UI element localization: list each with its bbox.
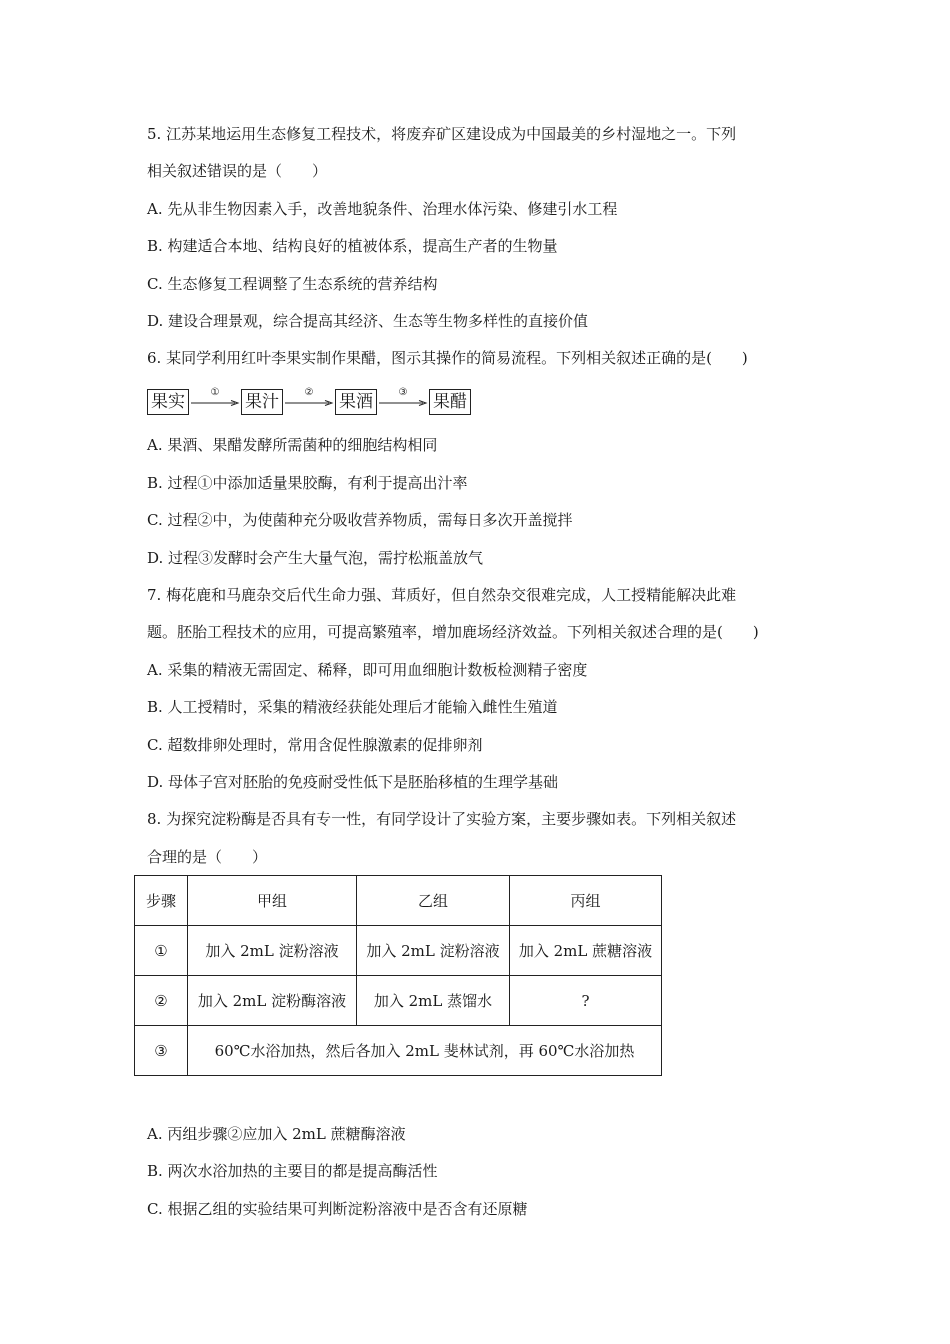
table-row [135,1026,662,1076]
table-cell: ① [135,926,188,976]
table-row [135,926,662,976]
table-row [135,976,662,1026]
q7-option-a: A. 采集的精液无需固定、稀释，即可用血细胞计数板检测精子密度 [147,661,588,679]
q8-steps-table [134,875,662,1076]
q5-option-b: B. 构建适合本地、结构良好的植被体系，提高生产者的生物量 [147,237,558,255]
arrow-right-icon [377,400,429,406]
q7-option-b: B. 人工授精时，采集的精液经获能处理后才能输入雌性生殖道 [147,698,558,716]
flow-arrow-1 [189,389,241,415]
flow-arrow-1-label: ① [210,387,220,398]
flow-arrow-3-label: ③ [398,387,408,398]
q7-stem-line1: 7. 梅花鹿和马鹿杂交后代生命力强、茸质好，但自然杂交很难完成，人工授精能解决此难 [147,586,737,604]
q5-option-a: A. 先从非生物因素入手，改善地貌条件、治理水体污染、修建引水工程 [147,200,618,218]
q5-stem-line1: 5. 江苏某地运用生态修复工程技术，将废弃矿区建设成为中国最美的乡村湿地之一。下列 [147,125,737,143]
flow-box-vinegar: 果醋 [429,389,471,415]
flow-box-juice: 果汁 [241,389,283,415]
flow-arrow-3 [377,389,429,415]
q8-option-b: B. 两次水浴加热的主要目的都是提高酶活性 [147,1162,438,1180]
table-header-cell: 乙组 [357,876,510,926]
q6-stem-line1: 6. 某同学利用红叶李果实制作果醋，图示其操作的简易流程。下列相关叙述正确的是( ) [147,349,748,367]
table-header-cell: 步骤 [135,876,188,926]
flow-box-wine: 果酒 [335,389,377,415]
table-cell: 加入 2mL 淀粉酶溶液 [188,976,357,1026]
q6-flow-diagram [147,389,471,415]
q7-stem-line2: 题。胚胎工程技术的应用，可提高繁殖率，增加鹿场经济效益。下列相关叙述合理的是( ) [147,623,759,641]
q6-option-b: B. 过程①中添加适量果胶酶，有利于提高出汁率 [147,474,468,492]
flow-arrow-2 [283,389,335,415]
q7-option-d: D. 母体子宫对胚胎的免疫耐受性低下是胚胎移植的生理学基础 [147,773,559,791]
table-header-cell: 丙组 [510,876,662,926]
table-cell: 加入 2mL 蒸馏水 [357,976,510,1026]
q7-option-c: C. 超数排卵处理时，常用含促性腺激素的促排卵剂 [147,736,483,754]
q8-stem-line2: 合理的是（ ） [147,848,268,866]
arrow-right-icon [283,400,335,406]
table-cell: 加入 2mL 蔗糖溶液 [510,926,662,976]
flow-arrow-2-label: ② [304,387,314,398]
q5-stem-line2: 相关叙述错误的是（ ） [147,162,328,180]
q6-option-c: C. 过程②中，为使菌种充分吸收营养物质，需每日多次开盖搅拌 [147,511,573,529]
arrow-right-icon [189,400,241,406]
q6-option-a: A. 果酒、果醋发酵所需菌种的细胞结构相同 [147,436,438,454]
q8-stem-line1: 8. 为探究淀粉酶是否具有专一性，有同学设计了实验方案，主要步骤如表。下列相关叙述 [147,810,737,828]
table-cell: ? [510,976,662,1026]
table-header-cell: 甲组 [188,876,357,926]
table-cell: 加入 2mL 淀粉溶液 [357,926,510,976]
table-cell: ② [135,976,188,1026]
table-cell-merged: 60℃水浴加热，然后各加入 2mL 斐林试剂，再 60℃水浴加热 [188,1026,662,1076]
q6-option-d: D. 过程③发酵时会产生大量气泡，需拧松瓶盖放气 [147,549,484,567]
table-header-row [135,876,662,926]
q5-option-d: D. 建设合理景观，综合提高其经济、生态等生物多样性的直接价值 [147,312,589,330]
table-cell: ③ [135,1026,188,1076]
q8-option-a: A. 丙组步骤②应加入 2mL 蔗糖酶溶液 [147,1125,406,1143]
q5-option-c: C. 生态修复工程调整了生态系统的营养结构 [147,275,438,293]
table-cell: 加入 2mL 淀粉溶液 [188,926,357,976]
flow-box-fruit: 果实 [147,389,189,415]
q8-option-c: C. 根据乙组的实验结果可判断淀粉溶液中是否含有还原糖 [147,1200,528,1218]
